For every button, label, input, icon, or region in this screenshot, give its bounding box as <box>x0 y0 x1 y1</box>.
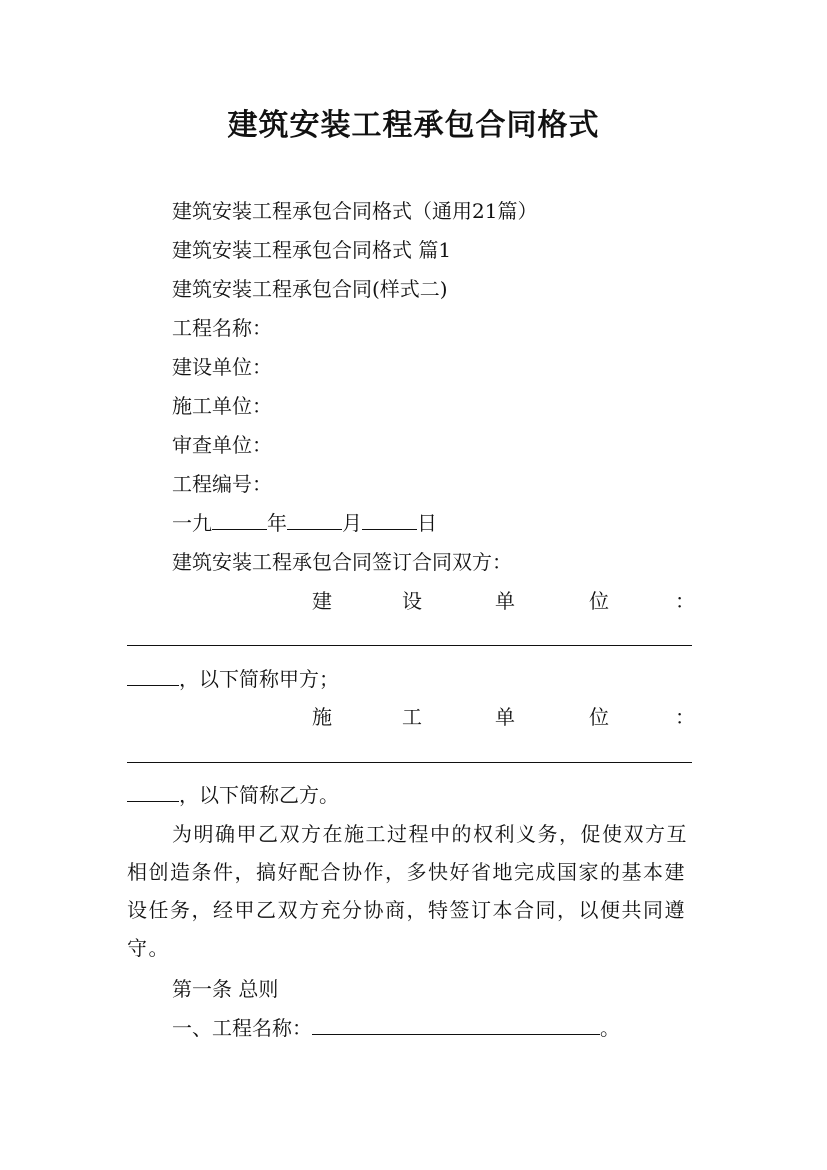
subtitle-line: 建筑安装工程承包合同格式（通用21篇） <box>172 199 538 223</box>
parties-intro: 建筑安装工程承包合同签订合同双方： <box>172 550 512 574</box>
item-1-end: 。 <box>600 1016 620 1040</box>
party-b-char: ： <box>675 705 695 729</box>
day-blank <box>362 509 417 530</box>
party-a-suffix: ，以下简称甲方； <box>179 667 339 691</box>
party-b-suffix: ，以下简称乙方。 <box>179 783 339 807</box>
party-b-blank-line <box>127 762 692 763</box>
construction-unit-label: 建设单位： <box>172 355 272 379</box>
review-unit-label: 审查单位： <box>172 433 272 457</box>
party-b-continuation <box>127 781 339 809</box>
day-label: 日 <box>417 511 437 535</box>
party-b-char: 施 <box>312 705 332 729</box>
party-b-char: 工 <box>402 705 422 729</box>
party-b-blank-short <box>127 781 179 802</box>
month-label: 月 <box>342 511 362 535</box>
document-title: 建筑安装工程承包合同格式 <box>227 108 600 143</box>
year-blank <box>212 509 267 530</box>
party-a-char: 设 <box>402 589 422 613</box>
purpose-paragraph: 为明确甲乙双方在施工过程中的权利义务，促使双方互相创造条件，搞好配合协作，多快好省地完成国家的基本建设任务，经甲乙双方充分协商，特签订本合同，以便共同遵守。 <box>127 822 688 960</box>
project-name-label: 工程名称： <box>172 316 272 340</box>
date-prefix: 一九 <box>172 511 212 535</box>
party-a-continuation <box>127 665 339 693</box>
year-label: 年 <box>267 511 287 535</box>
party-b-char: 单 <box>495 705 515 729</box>
article-1-heading: 第一条 总则 <box>172 977 279 1001</box>
party-a-char: 位 <box>589 589 609 613</box>
party-a-char: ： <box>675 589 695 613</box>
item-1-label: 一、工程名称： <box>172 1016 312 1040</box>
sample-heading: 建筑安装工程承包合同(样式二) <box>172 277 448 301</box>
project-number-label: 工程编号： <box>172 472 272 496</box>
party-a-char: 单 <box>495 589 515 613</box>
party-a-blank-short <box>127 665 179 686</box>
party-b-char: 位 <box>589 705 609 729</box>
article-1-item-1 <box>172 1014 620 1042</box>
date-line <box>172 509 437 537</box>
piece-heading: 建筑安装工程承包合同格式 篇1 <box>172 238 452 262</box>
project-name-blank <box>312 1014 600 1035</box>
party-a-blank-line <box>127 645 692 646</box>
party-a-char: 建 <box>312 589 332 613</box>
month-blank <box>287 509 342 530</box>
builder-unit-label: 施工单位： <box>172 394 272 418</box>
